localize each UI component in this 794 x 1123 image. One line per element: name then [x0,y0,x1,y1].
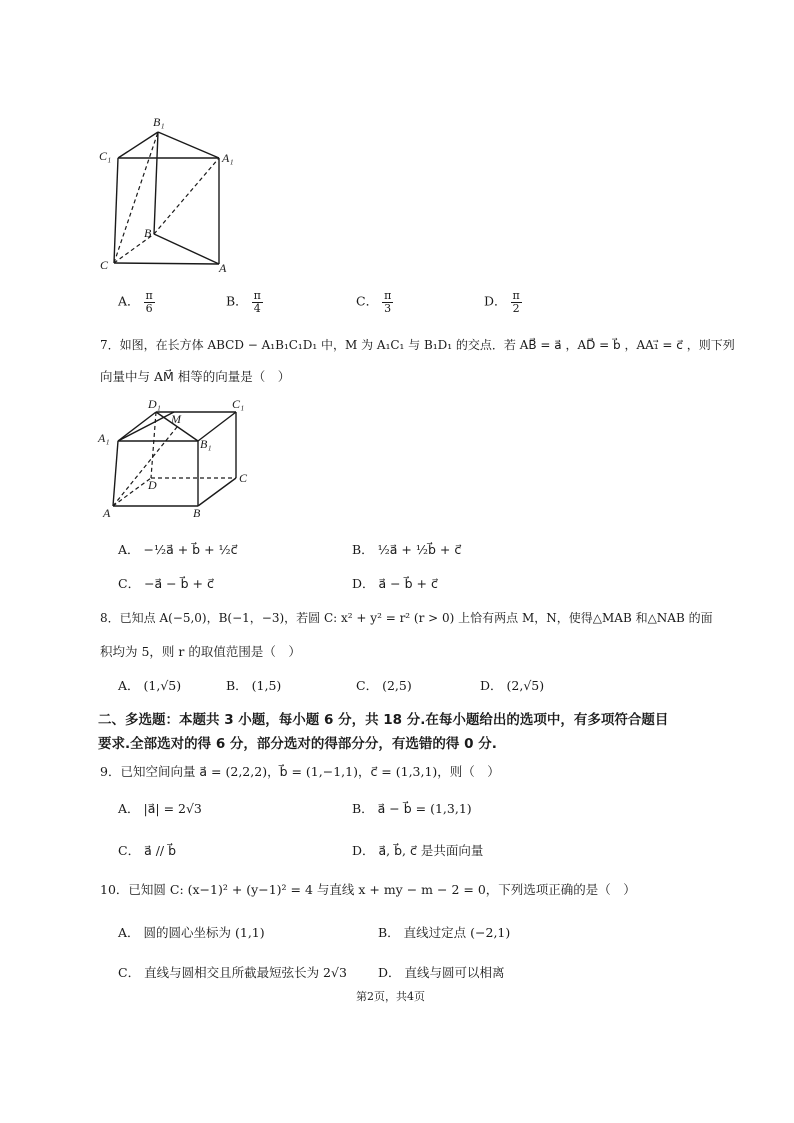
q8-option-b[interactable]: B． (1,5) [226,678,282,693]
q10-option-b[interactable]: B． 直线过定点 (−2,1) [378,925,511,940]
section-heading-line1: 二、多选题：本题共 3 小题，每小题 6 分，共 18 分.在每小题给出的选项中，有多项符合题目 [98,712,669,728]
cuboid-diagram [96,396,256,521]
label-b: B [144,226,152,240]
label-c1: C₁ [232,397,245,411]
q7-option-c[interactable]: C． −a⃗ − b⃗ + c⃗ [118,576,214,591]
q10-option-a[interactable]: A． 圆的圆心坐标为 (1,1) [118,925,265,940]
q6-option-c[interactable]: C． $\frac{\pi}{3}$ [356,289,392,315]
label-b: B [193,506,201,520]
prism-figure [95,112,245,277]
label-a1: A₁ [222,151,234,165]
label-b1: B₁ [200,437,212,451]
q9-option-d[interactable]: D． a⃗, b⃗, c⃗ 是共面向量 [352,843,484,858]
q9-option-a[interactable]: A． |a⃗| = 2√3 [118,801,202,816]
q7-stem-line2: 向量中与 AM⃗ 相等的向量是（ ） [100,369,291,384]
q6-option-b[interactable]: B． $\frac{\pi}{4}$ [226,289,261,315]
label-a1: A₁ [98,431,110,445]
q7-option-d[interactable]: D． a⃗ − b⃗ + c⃗ [352,576,438,591]
label-b1: B₁ [153,115,165,129]
label-a: A [219,261,227,275]
section-heading-line2: 要求.全部选对的得 6 分，部分选对的得部分分，有选错的得 0 分. [98,736,497,752]
label-d: D [148,478,157,492]
q9-option-b[interactable]: B． a⃗ − b⃗ = (1,3,1) [352,801,472,816]
q7-option-a[interactable]: A． −½a⃗ + b⃗ + ½c⃗ [118,542,238,557]
label-c: C [239,471,248,485]
q8-option-c[interactable]: C． (2,5) [356,678,412,693]
q10-stem: 10．已知圆 C: (x−1)² + (y−1)² = 4 与直线 x + my − m − 2 = 0，下列选项正确的是（ ） [100,882,636,897]
q6-option-a[interactable]: A． $\frac{\pi}{6}$ [118,289,153,315]
q8-stem-line1: 8．已知点 A(−5,0)，B(−1，−3)，若圆 C: x² + y² = r² (r > 0) 上恰有两点 M，N，使得△MAB 和△NAB 的面 [100,611,713,625]
label-c1: C₁ [99,149,112,163]
page-footer: 第2页，共4页 [356,990,425,1003]
q8-option-a[interactable]: A． (1,√5) [118,678,182,693]
q9-option-c[interactable]: C． a⃗ // b⃗ [118,843,177,858]
q7-stem-line1: 7．如图，在长方体 ABCD − A₁B₁C₁D₁ 中，M 为 A₁C₁ 与 B₁D₁ 的交点．若 AB⃗ = a⃗ ，AD⃗ = b⃗ ，AA₁⃗ = c⃗ ，则下列 [100,338,735,352]
label-a: A [103,506,111,520]
q8-stem-line2: 积均为 5，则 r 的取值范围是（ ） [100,644,301,659]
q8-option-d[interactable]: D． (2,√5) [480,678,545,693]
prism-diagram [95,112,245,277]
q9-stem: 9．已知空间向量 a⃗ = (2,2,2)，b⃗ = (1,−1,1)，c⃗ = (1,3,1)，则（ ） [100,764,500,779]
q6-option-d[interactable]: D． $\frac{\pi}{2}$ [484,289,520,315]
q10-option-c[interactable]: C． 直线与圆相交且所截最短弦长为 2√3 [118,965,347,980]
q7-option-b[interactable]: B． ½a⃗ + ½b⃗ + c⃗ [352,542,462,557]
cuboid-figure [96,396,256,521]
label-m: M [171,412,181,426]
label-d1: D₁ [148,397,161,411]
label-c: C [100,258,109,272]
q10-option-d[interactable]: D． 直线与圆可以相离 [378,965,505,980]
